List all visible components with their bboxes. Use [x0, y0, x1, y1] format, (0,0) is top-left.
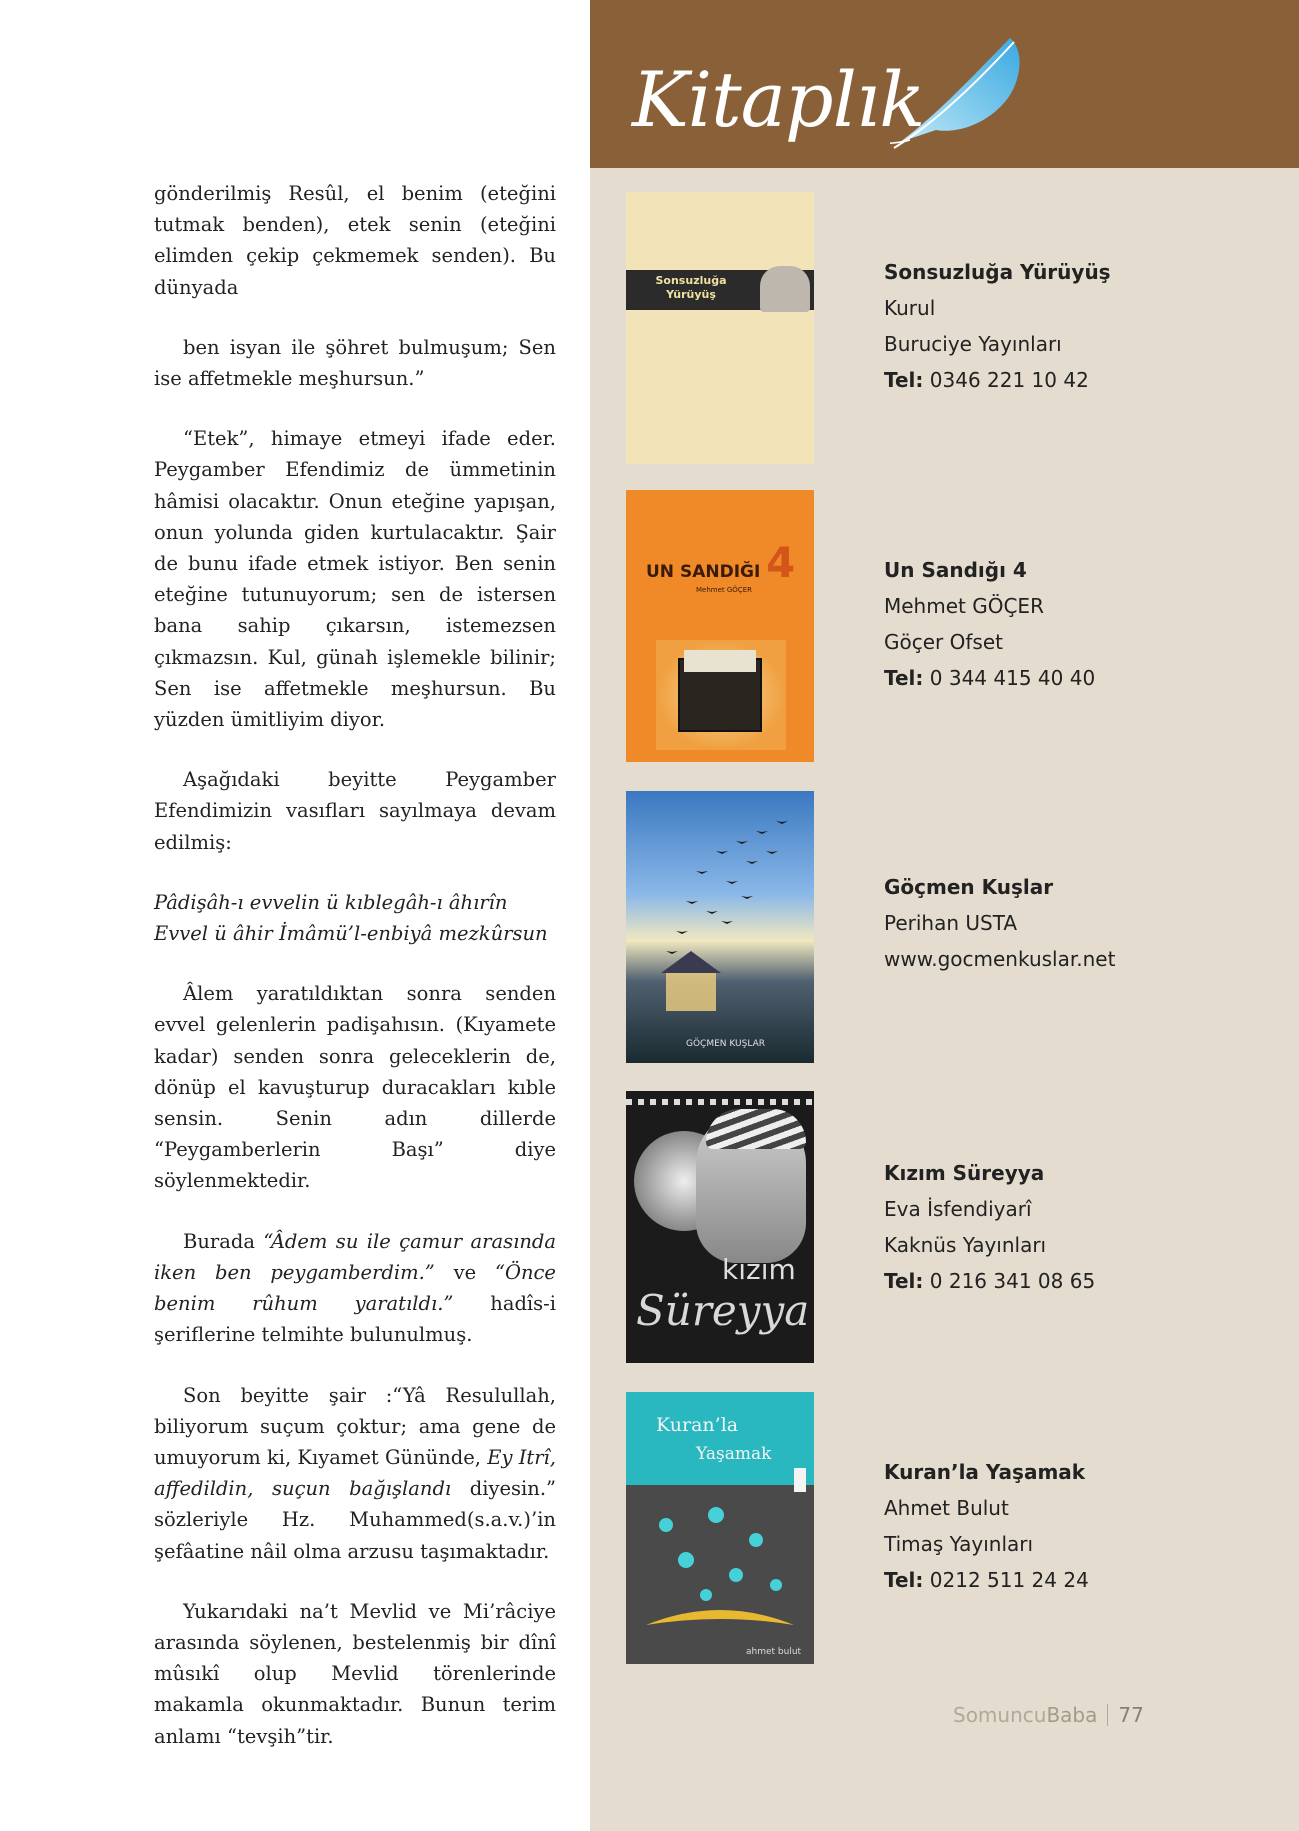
book-entry — [626, 1392, 1299, 1664]
divider — [1107, 1704, 1108, 1726]
phone-number: 0346 221 10 42 — [923, 368, 1089, 392]
phone-label: Tel: — [884, 666, 924, 690]
book-phone — [884, 660, 1095, 696]
book-cover — [626, 192, 814, 464]
cover-author: ahmet bulut — [746, 1647, 802, 1657]
paragraph: Yukarıdaki na’t Mevlid ve Mi’râciye arasında söylenen, bestelenmiş bir dînî mûsıkî olup Mevlid törenlerinde makamla okunmaktadır. Bunun terim anlamı “tevşih”tir. — [154, 1599, 556, 1748]
phone-label: Tel: — [884, 1269, 924, 1293]
book-title: Un Sandığı 4 — [884, 558, 1027, 582]
hadith-quote: “Önce benim rûhum yaratıldı.” — [154, 1260, 556, 1316]
paragraph: gönderilmiş Resûl, el benim (eteğini tutmak benden), etek senin (eteğini elimden çekip çekmemek senden). Bu dünyada — [154, 182, 556, 299]
magazine-name: Baba — [1046, 1703, 1098, 1727]
phone-number: 0 344 415 40 40 — [923, 666, 1096, 690]
book-phone — [884, 1562, 1089, 1598]
book-cover — [626, 1091, 814, 1363]
book-publisher: Timaş Yayınları — [884, 1532, 1034, 1556]
book-info — [884, 1454, 1089, 1598]
book-publisher: Buruciye Yayınları — [884, 332, 1062, 356]
book-info — [884, 552, 1095, 696]
bookshelf-panel — [590, 0, 1299, 1831]
verse — [154, 887, 556, 949]
italic-quote: Ey Itrî, affedildin, suçun bağışlandı — [154, 1445, 556, 1501]
feather-icon — [890, 30, 1040, 150]
book-publisher: Kaknüs Yayınları — [884, 1233, 1047, 1257]
paragraph: ben isyan ile şöhret bulmuşum; Sen ise affetmekle meşhursun.” — [154, 335, 556, 391]
book-author: Kurul — [884, 296, 936, 320]
book-author: Ahmet Bulut — [884, 1496, 1009, 1520]
page-number: 77 — [1118, 1703, 1144, 1727]
book-website: www.gocmenkuslar.net — [884, 947, 1116, 971]
book-title: Kızım Süreyya — [884, 1161, 1045, 1185]
page-footer — [953, 1703, 1144, 1727]
cover-title: UN SANDIĞI — [646, 562, 761, 582]
paragraph: “Etek”, himaye etmeyi ifade eder. Peygamber Efendimiz de ümmetinin hâmisi olacaktır. Onun eteğine yapışan, onun yolunda giden kurtulacaktır. Şair de bunu ifade etmek istiyor. Ben senin eteğine tutunuyorum; sen de istersen bana sahip çıkarsın, istemezsen çıkmazsın. Kul, günah işlemekle bilinir; Sen ise affetmekle meşhursun. Bu yüzden ümitliyim diyor. — [154, 427, 556, 732]
header-band — [590, 0, 1299, 168]
paragraph — [154, 1226, 556, 1351]
paragraph — [154, 1380, 556, 1567]
paragraph: Âlem yaratıldıktan sonra senden evvel gelenlerin padişahısın. (Kıyamete kadar) senden sonra geleceklerin de, dönüp el kavuşturup duracakları kıble sensin. Senin adın dillerde “Peygamberlerin Başı” diye söylenmektedir. — [154, 982, 556, 1193]
book-info — [884, 869, 1115, 977]
cover-number: 4 — [766, 538, 796, 587]
phone-label: Tel: — [884, 368, 924, 392]
birds-illustration — [626, 791, 814, 1063]
book-cover — [626, 791, 814, 1063]
phone-number: 0 216 341 08 65 — [923, 1269, 1096, 1293]
phone-label: Tel: — [884, 1568, 924, 1592]
book-author: Eva İsfendiyarî — [884, 1197, 1032, 1221]
text: ve — [434, 1260, 495, 1284]
cover-title: GÖÇMEN KUŞLAR — [686, 1039, 765, 1049]
book-cover — [626, 1392, 814, 1664]
cover-author: Mehmet GÖÇER — [696, 586, 752, 594]
verse-line: Pâdişâh-ı evvelin ü kıblegâh-ı âhırîn — [154, 890, 508, 914]
book-author: Mehmet GÖÇER — [884, 594, 1044, 618]
text: Burada — [183, 1229, 264, 1253]
section-title: Kitaplık — [632, 55, 925, 144]
book-entry — [626, 490, 1299, 762]
book-entry — [626, 192, 1299, 464]
magazine-name: Somuncu — [953, 1703, 1047, 1727]
paragraph: Aşağıdaki beyitte Peygamber Efendimizin vasıfları sayılmaya devam edilmiş: — [154, 768, 556, 854]
phone-number: 0212 511 24 24 — [923, 1568, 1089, 1592]
text: diyesin.” sözleriyle Hz. Muhammed(s.a.v.)’in şefâatine nâil olma arzusu taşımaktadır. — [154, 1477, 557, 1563]
hadith-quote: “Âdem su ile çamur arasında iken ben peygamberdim.” — [154, 1229, 556, 1284]
cover-title-line1: Kuran’la — [656, 1414, 739, 1436]
book-phone — [884, 362, 1111, 398]
text: Son beyitte şair :“Yâ Resulullah, biliyorum suçum çoktur; ama gene de umuyorum ki, Kıyamet Gününde, — [154, 1383, 556, 1469]
book-info — [884, 254, 1111, 398]
hearts-illustration — [626, 1485, 814, 1664]
verse-line: Evvel ü âhir İmâmü’l-enbiyâ mezkûrsun — [154, 922, 548, 946]
book-title: Sonsuzluğa Yürüyüş — [884, 260, 1111, 284]
cover-title: Sonsuzluğa Yürüyüş — [655, 274, 727, 301]
book-author: Perihan USTA — [884, 911, 1018, 935]
cover-title-line1: kızım — [722, 1253, 796, 1286]
book-phone — [884, 1263, 1095, 1299]
book-entry — [626, 791, 1299, 1063]
book-title: Göçmen Kuşlar — [884, 875, 1054, 899]
book-info — [884, 1155, 1095, 1299]
cover-title-line2: Süreyya — [636, 1286, 810, 1335]
book-cover — [626, 490, 814, 762]
cover-title-line2: Yaşamak — [696, 1444, 772, 1464]
book-publisher: Göçer Ofset — [884, 630, 1003, 654]
book-entry — [626, 1091, 1299, 1363]
text: hadîs-i şeriflerine telmihte bulunulmuş. — [154, 1292, 557, 1347]
article-text-column — [154, 178, 556, 1781]
book-title: Kuran’la Yaşamak — [884, 1460, 1086, 1484]
